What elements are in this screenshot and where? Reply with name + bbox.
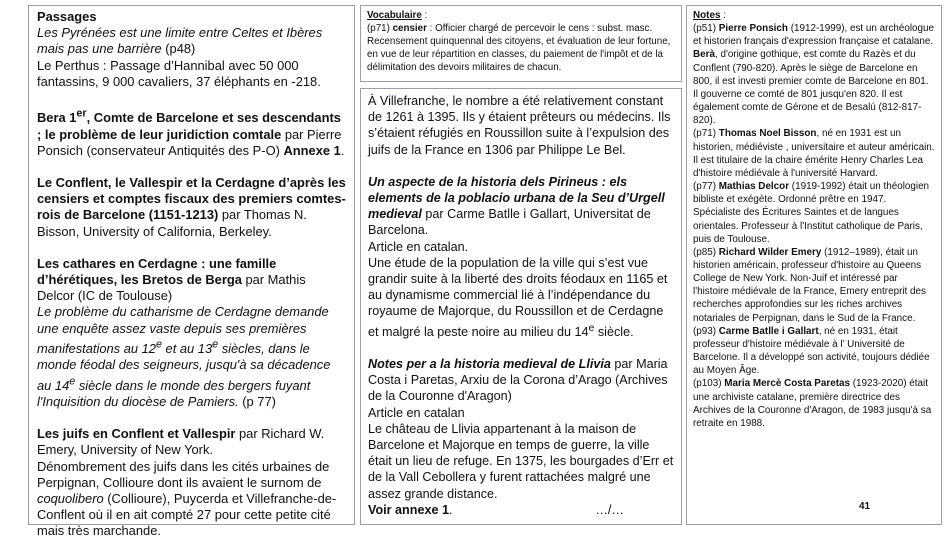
llivia-author: par Maria Costa i Paretas, Arxiu de la Corona d’Arago (Archives de la Couronne d'Aragon)	[368, 357, 668, 404]
vocabulary-heading: Vocabulaire :	[367, 10, 428, 21]
bera-title: Bera 1er, Comte de Barcelone et ses descendants ; le problème de leur juridiction comtale	[37, 108, 341, 142]
passages-heading: Passages	[37, 9, 97, 24]
bera-entry: Bera 1er, Comte de Barcelone et ses descendants ; le problème de leur juridiction comtale par Pierre Ponsich (conservateur Antiquités des P-O) Annexe 1.	[37, 108, 345, 158]
note-bera: Berà, d'origine gothique, est comte du Razès et du Conflent (790-820). Après le siège de Barcelone en 800, il est investi premier comte de Barcelone en 801. Il gouverne ce comté de 801 jusqu'en 820. Il est également comte de Gérone et de Besalú (812-817-820).	[693, 49, 929, 127]
intro-paragraph	[37, 25, 346, 57]
notes-heading: Notes :	[693, 10, 726, 21]
villefranche-paragraph: À Villefranche, le nombre a été relativement constant de 1261 à 1395. Ils y étaient prêteurs ou médecins. Ils s’étaient réfugiés en Roussillon suite à l’expulsion des juifs de la France en 1306 par Philippe Le Bel.	[368, 94, 671, 157]
perthus-paragraph: Le Perthus : Passage d’Hannibal avec 50 000 fantassins, 9 000 cavaliers, 37 éléphants en -218.	[37, 57, 321, 89]
llivia-title: Notes per a la historia medieval de Llivia	[368, 357, 611, 372]
seu-description: Une étude de la population de la ville qui s’est vue grandir suite à la liberté des droits féodaux en 1165 et au dynamisme commercial lié à l’indépendance du royaume de Majorque, du Roussillon et de Cerdagne et malgré la peste noire au milieu du 14e siècle.	[368, 255, 668, 339]
note-ponsich: (p51) Pierre Ponsich (1912-1999), est un archéologue et historien français d'expression française et catalane.	[693, 23, 934, 48]
continuation-mark: …/…	[595, 502, 624, 517]
seu-language: Article en catalan.	[368, 239, 469, 254]
note-bisson: (p71) Thomas Noel Bisson, né en 1931 est un historien, médiéviste , universitaire et auteur américain. Il est titulaire de la chaire émérite Henry Charles Lea d'histoire médiévale à l'université Harvard.	[693, 128, 935, 179]
articles-panel	[360, 88, 682, 525]
intro-quote: Les Pyrénées est une limite entre Celtes et Ibères mais pas une barrière	[37, 25, 323, 57]
passages-panel	[28, 5, 355, 539]
note-delcor: (p77) Mathias Delcor (1919-1992) était un théologien bibliste et exégète. Ordonné prêtre en 1947. Spécialiste des Écritures Saintes et de langues orientales. Professeur à l'Institut catholique de Paris, puis de Toulouse.	[693, 181, 930, 245]
juifs-entry	[37, 426, 346, 458]
llivia-entry	[368, 356, 674, 405]
cathares-quote: Le problème du catharisme de Cerdagne demande une enquête assez vaste depuis ses premières manifestations au 12e et au 13e siècles, dans le monde féodal des seigneurs, jusqu'à sa décadence au 14e siècle dans le monde des bergers fuyant l'Inquisition du diocèse de Pamiers. (p 77)	[37, 304, 331, 409]
note-batlle: (p93) Carme Batlle i Gallart, né en 1931, était professeur d'histoire médiévale à l’ Université de Barcelone. Il a développé son activité, toujours dédiée au Moyen Âge.	[693, 325, 930, 377]
seu-title: Un aspecte de la historia dels Pirineus : els elements de la poblacio urbana de la Seu d’Urgell medieval	[368, 174, 665, 222]
llivia-language: Article en catalan	[368, 405, 465, 420]
conflent-author: par Thomas N. Bisson, University of California, Berkeley.	[37, 207, 307, 239]
conflent-entry	[37, 175, 346, 240]
intro-ref: (p48)	[161, 41, 196, 57]
llivia-annex-line: Voir annexe 1. …/…	[368, 502, 624, 517]
bera-author: par Pierre Ponsich (conservateur Antiquités des P-O)	[37, 126, 342, 158]
cathares-author: par Mathis Delcor (IC de Toulouse)	[37, 271, 306, 304]
llivia-annex: Voir annexe 1	[368, 502, 449, 517]
juifs-title: Les juifs en Conflent et Vallespir	[37, 426, 236, 442]
note-costa: (p103) Maria Mercè Costa Paretas (1923-2020) était une archiviste catalane, première directrice des Archives de la Couronne d'Aragon, de 1983 jusqu'à sa retraite en 1988.	[693, 378, 932, 429]
seu-author: par Carme Batlle i Gallart, Universitat de Barcelona.	[368, 207, 651, 238]
page-number: 41	[859, 501, 871, 512]
juifs-author: par Richard W. Emery, University of New York.	[37, 426, 325, 458]
cathares-entry	[37, 256, 346, 305]
vocabulary-panel	[360, 5, 682, 82]
vocabulary-term: censier	[392, 23, 427, 34]
seu-entry	[368, 174, 674, 239]
cathares-title: Les cathares en Cerdagne : une famille d’hérétiques, les Bretos de Berga	[37, 255, 277, 287]
conflent-title: Le Conflent, le Vallespir et la Cerdagne d’après les censiers et comptes fiscaux des premiers comtes-rois de Barcelone (1151-1213)	[37, 174, 346, 223]
vocabulary-entry: (p71) censier : Officier chargé de percevoir le cens : subst. masc. Recensement quinquennal des citoyens, et évaluation de leur fortune, en vue de leur répartition en classes, du paiement de l'impôt et de la délimitation des devoirs militaires de chacun.	[367, 23, 671, 73]
llivia-description: Le château de Llivia appartenant à la maison de Barcelone et Majorque en temps de guerre, la ville était un lieu de refuge. En 1375, les bourgades d’Err et de la Vall Cebollera y furent rattachées malgré une assez grande distance.	[368, 421, 674, 501]
bera-annex: Annexe 1	[283, 142, 341, 158]
note-emery: (p85) Richard Wilder Emery (1912–1989), était un historien américain, professeur d'histoire au Queens College de New York. Non-Juif et intéressé par l'histoire médiévale de la France, Emery entreprit des recherches approfondies sur les riches archives notariales de Perpignan, dans le Sud de la France.	[693, 246, 926, 324]
juifs-description: Dénombrement des juifs dans les cités urbaines de Perpignan, Collioure dont ils avaient le surnom de coquolibero (Collioure), Puycerda et Villefranche-de-Conflent où il en ait compté 27 pour cette petite cité mais très marchande.	[37, 458, 337, 539]
notes-panel	[686, 5, 942, 525]
